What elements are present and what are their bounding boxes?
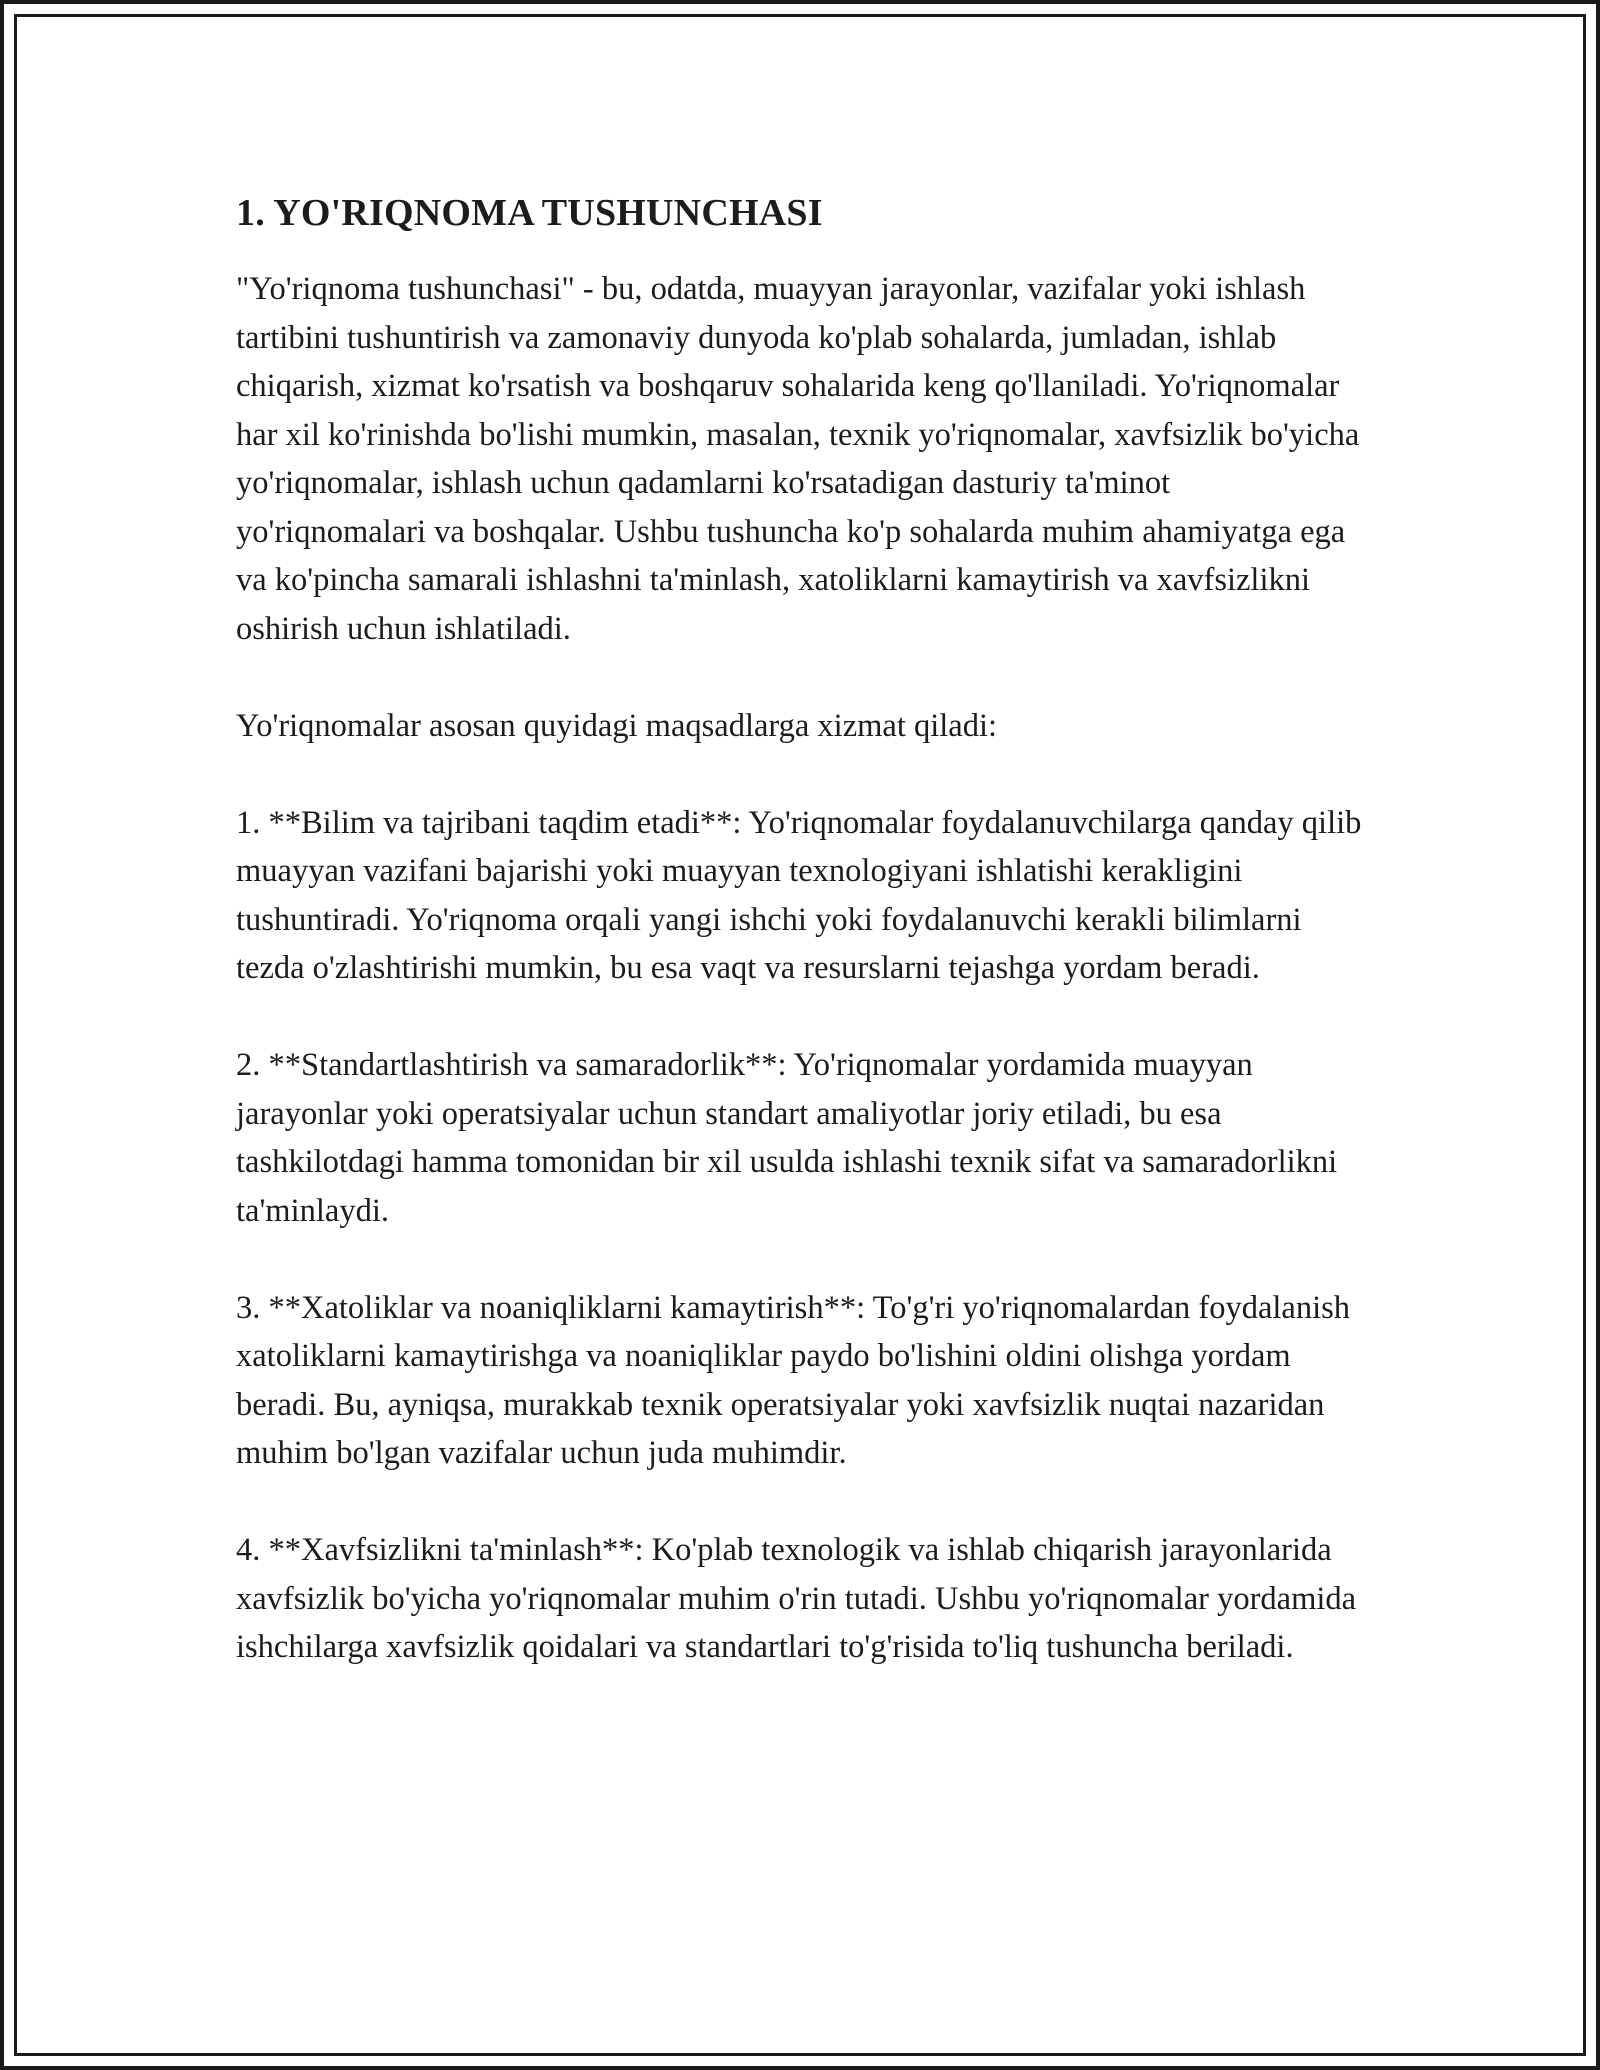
list-item: 2. **Standartlashtirish va samaradorlik**: Yo'riqnomalar yordamida muayyan jarayonlar yoki operatsiyalar uchun standart amaliyotlar joriy etiladi, bu esa tashkilotdagi hamma tomonidan bir xil usulda ishlashi texnik sifat va samaradorlikni ta'minlaydi. [236,1047,1338,1229]
section-heading: 1. YO'RIQNOMA TUSHUNCHASI [236,192,823,234]
document-body [236,185,1366,1720]
lead-in-paragraph: Yo'riqnomalar asosan quyidagi maqsadlarga xizmat qiladi: [236,707,998,744]
list-item: 3. **Xatoliklar va noaniqliklarni kamaytirish**: To'g'ri yo'riqnomalardan foydalanish xatoliklarni kamaytirishga va noaniqliklar paydo bo'lishini oldini olishga yordam beradi. Bu, ayniqsa, murakkab texnik operatsiyalar yoki xavfsizlik nuqtai nazaridan muhim bo'lgan vazifalar uchun juda muhimdir. [236,1289,1351,1471]
list-item: 4. **Xavfsizlikni ta'minlash**: Ko'plab texnologik va ishlab chiqarish jarayonlarida xavfsizlik bo'yicha yo'riqnomalar muhim o'rin tutadi. Ushbu yo'riqnomalar yordamida ishchilarga xavfsizlik qoidalari va standartlari to'g'risida to'liq tushuncha beriladi. [236,1532,1357,1665]
intro-paragraph: "Yo'riqnoma tushunchasi" - bu, odatda, muayyan jarayonlar, vazifalar yoki ishlash tartibini tushuntirish va zamonaviy dunyoda ko'plab sohalarda, jumladan, ishlab chiqarish, xizmat ko'rsatish va boshqaruv sohalarida keng qo'llaniladi. Yo'riqnomalar har xil ko'rinishda bo'lishi mumkin, masalan, texnik yo'riqnomalar, xavfsizlik bo'yicha yo'riqnomalar, ishlash uchun qadamlarni ko'rsatadigan dasturiy ta'minot yo'riqnomalari va boshqalar. Ushbu tushuncha ko'p sohalarda muhim ahamiyatga ega va ko'pincha samarali ishlashni ta'minlash, xatoliklarni kamaytirish va xavfsizlikni oshirish uchun ishlatiladi. [236,271,1360,647]
list-item: 1. **Bilim va tajribani taqdim etadi**: Yo'riqnomalar foydalanuvchilarga qanday qilib muayyan vazifani bajarishi yoki muayyan texnologiyani ishlatishi kerakligini tushuntiradi. Yo'riqnoma orqali yangi ishchi yoki foydalanuvchi kerakli bilimlarni tezda o'zlashtirishi mumkin, bu esa vaqt va resurslarni tejashga yordam beradi. [236,804,1362,986]
